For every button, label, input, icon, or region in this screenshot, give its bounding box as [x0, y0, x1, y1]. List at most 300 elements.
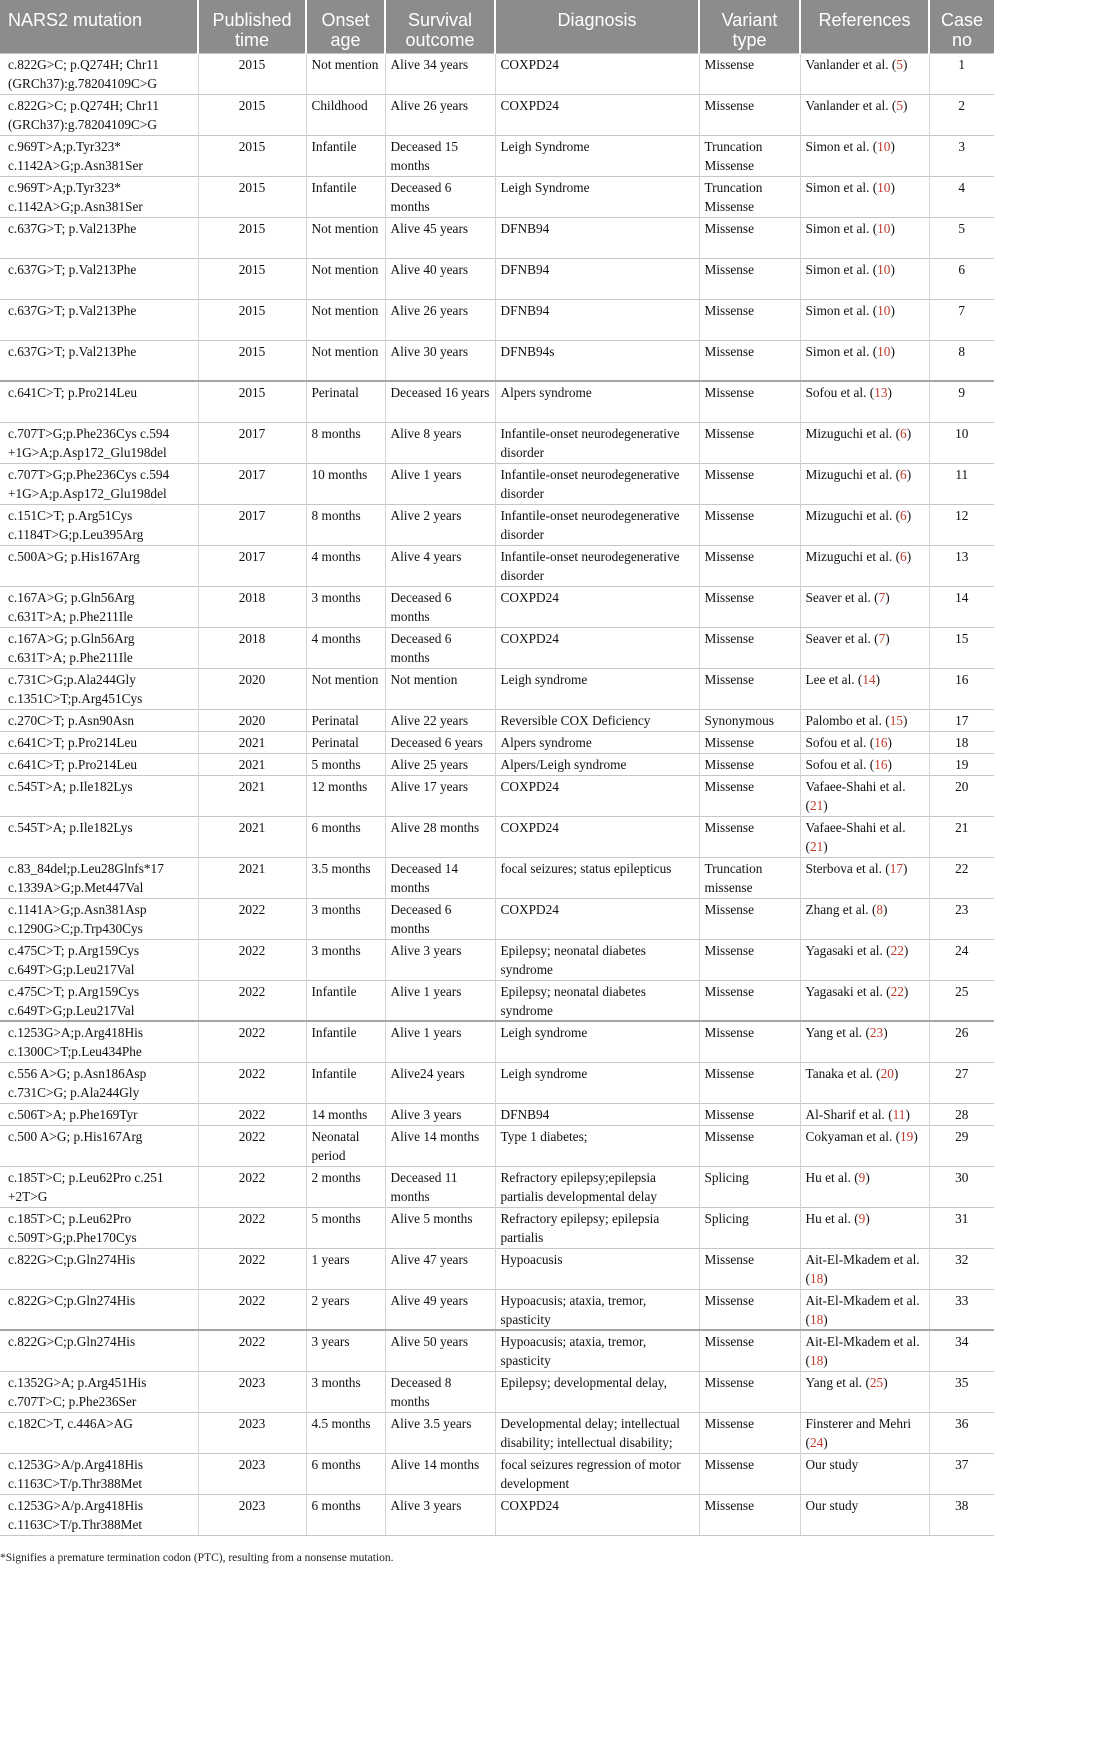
cell-survival-outcome: Alive 40 years: [385, 258, 495, 299]
reference-link[interactable]: 22: [890, 942, 904, 958]
cell-case-no: 13: [929, 545, 994, 586]
mutation-line: c.822G>C;p.Gln274His: [8, 1334, 136, 1349]
cell-variant-type: [699, 504, 800, 545]
reference-close-paren: ): [893, 1065, 899, 1081]
reference-author: Mizuguchi et al. (: [805, 466, 901, 482]
reference-link[interactable]: 23: [869, 1025, 884, 1040]
cell-onset-age: 3 months: [306, 939, 385, 980]
cell-case-no: 36: [929, 1412, 994, 1453]
cell-references: [800, 340, 929, 381]
cell-references: [800, 753, 929, 775]
cell-survival-outcome: Alive 34 years: [385, 53, 495, 94]
cell-variant-type: [699, 709, 800, 731]
cell-variant-type: [699, 1021, 800, 1062]
table-row: [0, 709, 994, 731]
reference-author: Sterbova et al. (: [805, 860, 890, 876]
cell-mutation: [0, 504, 198, 545]
cell-references: [800, 53, 929, 94]
cell-variant-type: [699, 898, 800, 939]
cell-case-no: 9: [929, 381, 994, 422]
cell-references: [800, 668, 929, 709]
cell-survival-outcome: Alive 49 years: [385, 1289, 495, 1330]
cell-case-no: 15: [929, 627, 994, 668]
cell-case-no: 5: [929, 217, 994, 258]
variant-line: Missense: [704, 56, 754, 72]
cell-case-no: 35: [929, 1371, 994, 1412]
cell-survival-outcome: Deceased 6 months: [385, 176, 495, 217]
cell-survival-outcome: Alive 3 years: [385, 1494, 495, 1535]
cell-mutation: [0, 422, 198, 463]
variant-line: Missense: [704, 734, 754, 750]
variant-line: Truncation: [704, 860, 763, 876]
cell-diagnosis: COXPD24: [495, 627, 699, 668]
reference-link[interactable]: 17: [889, 860, 903, 876]
cell-published-time: 2017: [198, 463, 306, 504]
reference-author: Vafaee-Shahi et al. (: [805, 819, 906, 854]
table-row: [0, 1494, 994, 1535]
reference-link[interactable]: 14: [862, 671, 876, 687]
reference-link[interactable]: 6: [900, 466, 907, 482]
cell-case-no: 24: [929, 939, 994, 980]
cell-variant-type: [699, 627, 800, 668]
variant-line: Missense: [704, 97, 754, 113]
reference-author: Mizuguchi et al. (: [805, 507, 901, 523]
table-row: [0, 1412, 994, 1453]
cell-case-no: 3: [929, 135, 994, 176]
cell-onset-age: Not mention: [306, 668, 385, 709]
cell-variant-type: [699, 668, 800, 709]
reference-close-paren: ): [913, 1128, 918, 1144]
cell-survival-outcome: Alive 17 years: [385, 775, 495, 816]
cell-variant-type: [699, 545, 800, 586]
cell-diagnosis: Infantile-onset neurodegenerative disorder: [495, 463, 699, 504]
cell-mutation: [0, 258, 198, 299]
cell-references: [800, 1412, 929, 1453]
reference-link[interactable]: 10: [877, 343, 891, 359]
table-row: [0, 1371, 994, 1412]
cell-case-no: 31: [929, 1207, 994, 1248]
cell-case-no: 8: [929, 340, 994, 381]
cell-published-time: 2022: [198, 898, 306, 939]
mutation-line: c.270C>T; p.Asn90Asn: [8, 712, 135, 728]
mutation-line: c.969T>A;p.Tyr323*: [8, 138, 121, 154]
cell-mutation: [0, 1412, 198, 1453]
cell-references: [800, 980, 929, 1021]
reference-author: Simon et al. (: [805, 302, 878, 318]
cell-onset-age: 6 months: [306, 816, 385, 857]
mutation-line: c.822G>C;p.Gln274His: [8, 1251, 136, 1267]
cell-references: [800, 258, 929, 299]
reference-link[interactable]: 20: [880, 1065, 894, 1081]
reference-author: Zhang et al. (: [805, 901, 877, 917]
cell-mutation: [0, 731, 198, 753]
cell-onset-age: Not mention: [306, 299, 385, 340]
cell-case-no: 22: [929, 857, 994, 898]
header-case-no: Case no: [929, 0, 994, 53]
reference-link[interactable]: 10: [877, 261, 891, 277]
cell-onset-age: Not mention: [306, 217, 385, 258]
cell-mutation: [0, 627, 198, 668]
reference-link[interactable]: 9: [858, 1169, 866, 1185]
reference-close-paren: ): [890, 261, 895, 277]
reference-close-paren: ): [903, 712, 908, 728]
reference-close-paren: ): [905, 1106, 910, 1122]
mutation-line: c.185T>C; p.Leu62Pro: [8, 1210, 132, 1226]
cell-diagnosis: COXPD24: [495, 53, 699, 94]
reference-author: Seaver et al. (: [805, 589, 879, 605]
variant-line: Missense: [704, 220, 754, 236]
reference-link[interactable]: 16: [874, 756, 888, 772]
mutation-line: c.631T>A; p.Phe211Ile: [8, 608, 133, 624]
cell-published-time: 2021: [198, 816, 306, 857]
reference-link[interactable]: 19: [900, 1128, 914, 1144]
cell-variant-type: [699, 381, 800, 422]
variant-line: Missense: [704, 671, 754, 687]
reference-link[interactable]: 18: [809, 1270, 824, 1286]
cell-mutation: [0, 1289, 198, 1330]
table-row: [0, 753, 994, 775]
mutation-line: c.1142A>G;p.Asn381Ser: [8, 157, 143, 173]
table-row: [0, 939, 994, 980]
cell-mutation: [0, 980, 198, 1021]
cell-onset-age: Not mention: [306, 258, 385, 299]
cell-variant-type: [699, 731, 800, 753]
variant-line: Missense: [704, 1251, 754, 1267]
reference-author: Simon et al. (: [805, 220, 878, 236]
cell-references: [800, 135, 929, 176]
cell-published-time: 2015: [198, 299, 306, 340]
reference-link[interactable]: 11: [892, 1106, 906, 1122]
reference-author: Simon et al. (: [805, 179, 878, 195]
cell-variant-type: [699, 1330, 800, 1371]
reference-close-paren: ): [885, 630, 890, 646]
reference-author: Seaver et al. (: [805, 630, 879, 646]
cell-survival-outcome: Deceased 11 months: [385, 1166, 495, 1207]
variant-line: Missense: [704, 778, 754, 794]
table-row: [0, 340, 994, 381]
reference-link[interactable]: 10: [877, 138, 891, 154]
reference-link[interactable]: 7: [878, 589, 886, 605]
cell-references: [800, 381, 929, 422]
cell-published-time: 2015: [198, 217, 306, 258]
cell-mutation: [0, 176, 198, 217]
cell-references: [800, 586, 929, 627]
reference-link[interactable]: 15: [889, 712, 903, 728]
cell-case-no: 29: [929, 1125, 994, 1166]
cell-onset-age: 6 months: [306, 1494, 385, 1535]
variant-line: missense: [704, 879, 753, 895]
table-row: [0, 1248, 994, 1289]
cell-published-time: 2015: [198, 176, 306, 217]
cell-onset-age: Perinatal: [306, 731, 385, 753]
cell-mutation: [0, 1166, 198, 1207]
cell-onset-age: 3 months: [306, 586, 385, 627]
reference-link[interactable]: 7: [878, 630, 886, 646]
cell-survival-outcome: Alive 1 years: [385, 463, 495, 504]
cell-references: [800, 94, 929, 135]
reference-link[interactable]: 8: [876, 901, 884, 917]
cell-onset-age: Not mention: [306, 53, 385, 94]
cell-diagnosis: focal seizures regression of motor development: [495, 1453, 699, 1494]
reference-close-paren: ): [906, 466, 912, 482]
cell-references: [800, 1289, 929, 1330]
cell-variant-type: [699, 1125, 800, 1166]
cell-onset-age: 14 months: [306, 1103, 385, 1125]
variant-line: Missense: [704, 1456, 754, 1472]
cell-onset-age: 10 months: [306, 463, 385, 504]
reference-author: Hu et al. (: [805, 1210, 859, 1226]
header-onset-age: Onset age: [306, 0, 385, 53]
mutation-line: c.731C>G; p.Ala244Gly: [8, 1084, 140, 1100]
mutation-line: c.185T>C; p.Leu62Pro c.251: [8, 1169, 164, 1185]
mutation-line: c.969T>A;p.Tyr323*: [8, 179, 121, 195]
mutation-line: c.167A>G; p.Gln56Arg: [8, 589, 135, 605]
cell-survival-outcome: Alive 3.5 years: [385, 1412, 495, 1453]
cell-mutation: [0, 340, 198, 381]
reference-author: Sofou et al. (: [805, 385, 875, 400]
variant-line: Missense: [704, 983, 754, 999]
reference-close-paren: ): [887, 385, 892, 400]
mutation-line: c.1184T>G;p.Leu395Arg: [8, 526, 144, 542]
table-row: [0, 135, 994, 176]
cell-references: [800, 898, 929, 939]
cell-survival-outcome: Deceased 6 months: [385, 586, 495, 627]
cell-diagnosis: Reversible COX Deficiency: [495, 709, 699, 731]
reference-author: Palombo et al. (: [805, 712, 890, 728]
mutation-line: (GRCh37):g.78204109C>G: [8, 116, 157, 132]
cell-case-no: 30: [929, 1166, 994, 1207]
reference-author: Our study: [805, 1456, 859, 1472]
table-row: [0, 775, 994, 816]
table-row: [0, 816, 994, 857]
cell-mutation: [0, 1453, 198, 1494]
cell-survival-outcome: Alive 3 years: [385, 939, 495, 980]
reference-author: Simon et al. (: [805, 343, 878, 359]
variant-line: Splicing: [704, 1210, 749, 1226]
cell-onset-age: Perinatal: [306, 709, 385, 731]
cell-variant-type: [699, 176, 800, 217]
reference-close-paren: ): [903, 942, 909, 958]
cell-survival-outcome: Deceased 16 years: [385, 381, 495, 422]
cell-case-no: 7: [929, 299, 994, 340]
reference-author: Sofou et al. (: [805, 756, 875, 772]
reference-close-paren: ): [823, 1434, 828, 1450]
reference-link[interactable]: 10: [877, 302, 891, 318]
reference-link[interactable]: 6: [900, 425, 907, 441]
variant-line: Missense: [704, 1415, 754, 1431]
cell-variant-type: [699, 857, 800, 898]
cell-variant-type: [699, 586, 800, 627]
reference-close-paren: ): [823, 1311, 828, 1327]
cell-case-no: 10: [929, 422, 994, 463]
table-row: [0, 1289, 994, 1330]
cell-variant-type: [699, 299, 800, 340]
mutation-line: +1G>A;p.Asp172_Glu198del: [8, 444, 167, 460]
cell-diagnosis: Alpers syndrome: [495, 381, 699, 422]
cell-published-time: 2022: [198, 1207, 306, 1248]
reference-link[interactable]: 6: [900, 507, 907, 523]
cell-references: [800, 422, 929, 463]
cell-onset-age: Infantile: [306, 176, 385, 217]
mutation-line: c.1339A>G;p.Met447Val: [8, 879, 144, 895]
cell-diagnosis: Leigh syndrome: [495, 1021, 699, 1062]
reference-link[interactable]: 9: [858, 1210, 866, 1226]
reference-close-paren: ): [887, 734, 892, 750]
cell-survival-outcome: Alive 28 months: [385, 816, 495, 857]
reference-close-paren: ): [906, 507, 912, 523]
mutation-line: c.822G>C; p.Q274H; Chr11: [8, 56, 160, 72]
mutation-line: c.649T>G;p.Leu217Val: [8, 961, 135, 977]
table-row: [0, 176, 994, 217]
variant-line: Missense: [704, 1497, 754, 1513]
reference-link[interactable]: 13: [874, 385, 888, 400]
cell-variant-type: [699, 1062, 800, 1103]
cell-onset-age: Infantile: [306, 1062, 385, 1103]
reference-close-paren: ): [823, 1353, 828, 1368]
cell-references: [800, 299, 929, 340]
cell-variant-type: [699, 1166, 800, 1207]
variant-line: Missense: [704, 942, 754, 958]
cell-survival-outcome: Alive 1 years: [385, 980, 495, 1021]
reference-author: Yagasaki et al. (: [805, 942, 891, 958]
cell-variant-type: [699, 1248, 800, 1289]
mutation-line: c.500A>G; p.His167Arg: [8, 548, 140, 564]
reference-close-paren: ): [903, 983, 909, 999]
cell-published-time: 2015: [198, 381, 306, 422]
cell-survival-outcome: Alive 50 years: [385, 1330, 495, 1371]
table-row: [0, 898, 994, 939]
cell-diagnosis: COXPD24: [495, 1494, 699, 1535]
mutation-line: c.637G>T; p.Val213Phe: [8, 261, 137, 277]
reference-author: Simon et al. (: [805, 138, 878, 154]
reference-link[interactable]: 24: [809, 1434, 824, 1450]
cell-case-no: 2: [929, 94, 994, 135]
mutation-line: c.1253G>A/p.Arg418His: [8, 1497, 144, 1513]
table-row: [0, 504, 994, 545]
cell-case-no: 27: [929, 1062, 994, 1103]
cell-variant-type: [699, 422, 800, 463]
cell-published-time: 2020: [198, 709, 306, 731]
table-row: [0, 299, 994, 340]
reference-close-paren: ): [823, 797, 828, 813]
cell-survival-outcome: Alive 14 months: [385, 1125, 495, 1166]
reference-link[interactable]: 18: [809, 1353, 824, 1368]
cell-case-no: 28: [929, 1103, 994, 1125]
reference-link[interactable]: 16: [874, 734, 888, 750]
cell-diagnosis: COXPD24: [495, 586, 699, 627]
cell-survival-outcome: Alive 5 months: [385, 1207, 495, 1248]
reference-author: Mizuguchi et al. (: [805, 425, 901, 441]
reference-close-paren: ): [902, 97, 908, 113]
cell-onset-age: 5 months: [306, 753, 385, 775]
cell-onset-age: 3 months: [306, 898, 385, 939]
reference-close-paren: ): [906, 548, 912, 564]
cell-case-no: 37: [929, 1453, 994, 1494]
table-row: [0, 1021, 994, 1062]
variant-line: Missense: [704, 343, 754, 359]
cell-mutation: [0, 463, 198, 504]
cell-published-time: 2022: [198, 939, 306, 980]
cell-survival-outcome: Alive 30 years: [385, 340, 495, 381]
cell-mutation: [0, 753, 198, 775]
cell-case-no: 18: [929, 731, 994, 753]
cell-diagnosis: DFNB94s: [495, 340, 699, 381]
reference-link[interactable]: 21: [809, 838, 824, 854]
table-row: [0, 1166, 994, 1207]
cell-survival-outcome: Deceased 6 years: [385, 731, 495, 753]
mutation-line: c.1290G>C;p.Trp430Cys: [8, 920, 143, 936]
cell-references: [800, 731, 929, 753]
cell-diagnosis: Refractory epilepsy;epilepsia partialis developmental delay: [495, 1166, 699, 1207]
cell-mutation: [0, 217, 198, 258]
reference-link[interactable]: 10: [877, 220, 891, 236]
cell-variant-type: [699, 980, 800, 1021]
cell-case-no: 38: [929, 1494, 994, 1535]
cell-variant-type: [699, 135, 800, 176]
cell-onset-age: 2 years: [306, 1289, 385, 1330]
reference-author: Vanlander et al. (: [805, 56, 897, 72]
cell-survival-outcome: Alive 1 years: [385, 1021, 495, 1062]
mutation-line: (GRCh37):g.78204109C>G: [8, 75, 157, 91]
mutation-line: c.707T>G;p.Phe236Cys c.594: [8, 466, 170, 482]
cell-diagnosis: Leigh syndrome: [495, 1062, 699, 1103]
cell-survival-outcome: Alive24 years: [385, 1062, 495, 1103]
cell-published-time: 2015: [198, 53, 306, 94]
cell-diagnosis: Alpers syndrome: [495, 731, 699, 753]
variant-line: Missense: [704, 1065, 754, 1081]
cell-diagnosis: Leigh Syndrome: [495, 176, 699, 217]
reference-close-paren: ): [890, 302, 895, 318]
cell-survival-outcome: Deceased 15 months: [385, 135, 495, 176]
cell-references: [800, 545, 929, 586]
reference-close-paren: ): [906, 425, 912, 441]
cell-mutation: [0, 135, 198, 176]
mutation-line: c.1163C>T/p.Thr388Met: [8, 1475, 143, 1491]
cell-mutation: [0, 586, 198, 627]
reference-author: Yang et al. (: [805, 1025, 870, 1040]
reference-link[interactable]: 6: [900, 548, 907, 564]
table-row: [0, 422, 994, 463]
cell-diagnosis: DFNB94: [495, 1103, 699, 1125]
reference-link[interactable]: 5: [896, 97, 903, 113]
cell-diagnosis: DFNB94: [495, 217, 699, 258]
reference-author: Vanlander et al. (: [805, 97, 897, 113]
cell-mutation: [0, 1103, 198, 1125]
cell-published-time: 2022: [198, 1021, 306, 1062]
reference-link[interactable]: 21: [809, 797, 824, 813]
reference-link[interactable]: 18: [809, 1311, 824, 1327]
table-row: [0, 1103, 994, 1125]
cell-onset-age: Infantile: [306, 1021, 385, 1062]
mutation-line: c.641C>T; p.Pro214Leu: [8, 756, 138, 772]
table-row: [0, 1125, 994, 1166]
cell-published-time: 2018: [198, 627, 306, 668]
cell-published-time: 2021: [198, 775, 306, 816]
reference-link[interactable]: 5: [896, 56, 903, 72]
reference-link[interactable]: 22: [890, 983, 904, 999]
cell-variant-type: [699, 1103, 800, 1125]
reference-link[interactable]: 25: [869, 1374, 884, 1390]
cell-onset-age: 6 months: [306, 1453, 385, 1494]
reference-close-paren: ): [885, 589, 890, 605]
cell-onset-age: Neonatal period: [306, 1125, 385, 1166]
reference-author: Tanaka et al. (: [805, 1065, 881, 1081]
cell-mutation: [0, 816, 198, 857]
cell-diagnosis: COXPD24: [495, 898, 699, 939]
reference-author: Vafaee-Shahi et al. (: [805, 778, 906, 813]
reference-link[interactable]: 10: [877, 179, 891, 195]
mutation-line: c.83_84del;p.Leu28Glnfs*17: [8, 860, 164, 876]
